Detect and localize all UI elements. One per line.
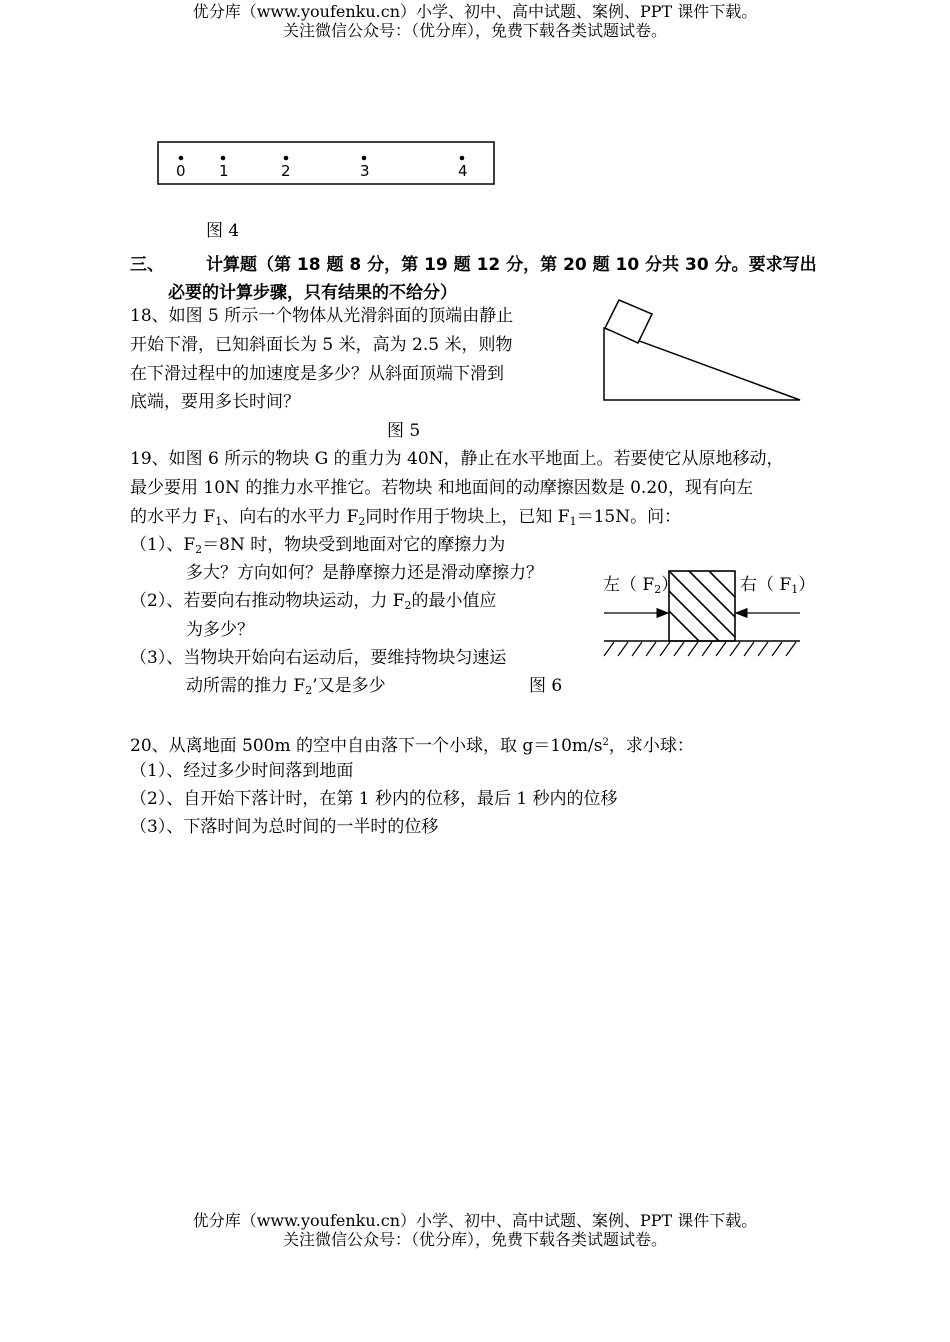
q20-part-3: （3）、下落时间为总时间的一半时的位移 bbox=[130, 817, 439, 837]
q19-part-2-line-2: 为多少？ bbox=[186, 620, 254, 640]
tape-dot-3 bbox=[362, 156, 367, 161]
tape-dot-1 bbox=[221, 156, 226, 161]
tape-tick-4: 4 bbox=[458, 162, 468, 180]
section-3-title-line-1: 计算题（第 18 题 8 分，第 19 题 12 分，第 20 题 10 分共 30 分。要求写出 bbox=[206, 255, 817, 275]
footer-line-2: 关注微信公众号：（优分库），免费下载各类试题试卷。 bbox=[282, 1230, 667, 1249]
q19-part-3-line-1: （3）、当物块开始向右运动后，要维持物块匀速运 bbox=[130, 648, 507, 668]
q18-line-3: 在下滑过程中的加速度是多少？从斜面顶端下滑到 bbox=[130, 364, 504, 384]
q19-part-3-line-2: 动所需的推力 $F_2$’又是多少 bbox=[186, 676, 386, 697]
header-line-1: 优分库（www.youfenku.cn）小学、初中、高中试题、案例、PPT 课件下载。 bbox=[192, 2, 758, 21]
figure-6-right-label: 右（ $F_1$） bbox=[740, 575, 816, 596]
figure-6-block-diagram bbox=[600, 566, 810, 662]
q19-line-3: 的水平力 $F_1$、向右的水平力 $F_2$同时作用于物块上，已知 $F_1=15N$。问： bbox=[130, 507, 682, 528]
tape-tick-1: 1 bbox=[219, 162, 229, 180]
figure-4-caption: 图 4 bbox=[206, 221, 240, 241]
q20-part-2: （2）、自开始下落计时，在第 1 秒内的位移，最后 1 秒内的位移 bbox=[130, 789, 618, 809]
figure-5-caption: 图 5 bbox=[387, 421, 421, 441]
q19-line-2: 最少要用 10N 的推力水平推它。若物块 和地面间的动摩擦因数是 0.20，现有向左 bbox=[130, 478, 753, 498]
q20-part-1: （1）、经过多少时间落到地面 bbox=[130, 761, 354, 781]
q19-part-1-line-2: 多大？方向如何？是静摩擦力还是滑动摩擦力？ bbox=[186, 563, 543, 583]
section-3-title-line-2: 必要的计算步骤，只有结果的不给分） bbox=[168, 283, 457, 303]
figure-5-incline bbox=[600, 296, 810, 408]
figure-4-tape bbox=[157, 141, 497, 187]
q18-line-4: 底端，要用多长时间？ bbox=[130, 392, 300, 412]
tape-dot-4 bbox=[460, 156, 465, 161]
tape-tick-0: 0 bbox=[176, 162, 186, 180]
section-3-number: 三、 bbox=[130, 255, 164, 275]
tape-dot-0 bbox=[179, 156, 184, 161]
q19-part-2-line-1: （2）、若要向右推动物块运动，力 $F_2$的最小值应 bbox=[130, 591, 497, 612]
footer-line-1: 优分库（www.youfenku.cn）小学、初中、高中试题、案例、PPT 课件下载。 bbox=[192, 1211, 758, 1230]
q19-part-1-line-1: （1）、$F_2=8N$ 时，物块受到地面对它的摩擦力为 bbox=[130, 535, 506, 556]
q19-line-1: 19、如图 6 所示的物块 G 的重力为 40N，静止在水平地面上。若要使它从原地移动， bbox=[130, 449, 784, 469]
tape-dot-2 bbox=[284, 156, 289, 161]
tape-tick-3: 3 bbox=[360, 162, 370, 180]
figure-6-left-label: 左（ $F_2$） bbox=[603, 575, 679, 596]
tape-tick-2: 2 bbox=[281, 162, 291, 180]
figure-6-caption: 图 6 bbox=[529, 676, 563, 696]
q20-line-1: 20、从离地面 500m 的空中自由落下一个小球，取 $g=10m/s^2$，求小球： bbox=[130, 736, 694, 756]
header-line-2: 关注微信公众号：（优分库），免费下载各类试题试卷。 bbox=[282, 21, 667, 40]
q18-line-1: 18、如图 5 所示一个物体从光滑斜面的顶端由静止 bbox=[130, 306, 514, 326]
q18-line-2: 开始下滑，已知斜面长为 5 米，高为 2.5 米，则物 bbox=[130, 335, 513, 355]
